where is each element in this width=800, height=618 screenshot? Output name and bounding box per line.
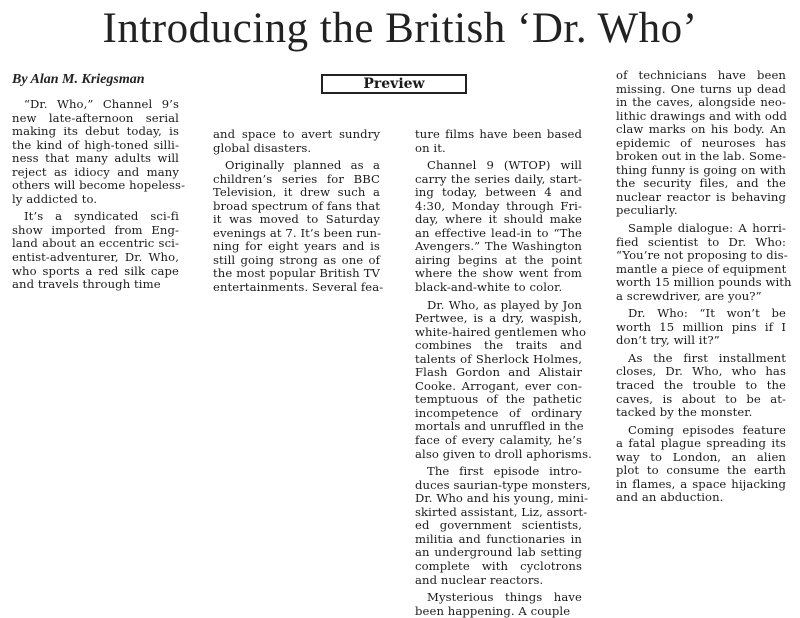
text-line: ing today, between 4 and bbox=[415, 185, 582, 200]
text-line: a fatal plague spreading its bbox=[616, 436, 786, 451]
paragraph bbox=[12, 210, 179, 291]
text-line: temptuous of the pathetic bbox=[415, 392, 582, 407]
text-line: Dr. Who and his young, mini- bbox=[415, 491, 589, 506]
text-line: ture films have been based bbox=[415, 127, 582, 141]
text-line: combines the traits and bbox=[415, 338, 582, 353]
text-line: claw marks on his body. An bbox=[616, 122, 786, 137]
text-line: carry the series daily, start- bbox=[415, 171, 582, 186]
text-line: global disasters. bbox=[213, 140, 312, 155]
text-line: Mysterious things have bbox=[427, 590, 582, 605]
text-line: it was moved to Saturday bbox=[213, 212, 380, 227]
text-line: on it. bbox=[415, 140, 446, 155]
text-line: Coming episodes feature bbox=[628, 422, 786, 437]
text-line: broken out in the lab. Some- bbox=[616, 149, 787, 164]
text-line: “Dr. Who,” Channel 9’s bbox=[24, 97, 179, 111]
text-line: “You’re not proposing to dis- bbox=[616, 248, 788, 263]
text-line: in the caves, alongside neo- bbox=[616, 95, 786, 110]
text-line: complete with cyclotrons bbox=[415, 558, 582, 573]
text-line: black-and-white to color. bbox=[415, 280, 563, 295]
text-line: Flash Gordon and Alistair bbox=[415, 365, 582, 380]
text-line: Originally planned as a bbox=[225, 158, 380, 173]
text-line: white-haired gentlemen who bbox=[415, 324, 587, 339]
text-line: mortals and unruffled in the bbox=[415, 419, 584, 434]
text-line: Pertwee, is a dry, waspish, bbox=[415, 311, 582, 326]
paragraph bbox=[415, 591, 582, 618]
text-line: militia and functionaries in bbox=[415, 531, 582, 546]
paragraph bbox=[616, 221, 792, 303]
text-line: epidemic of neuroses has bbox=[616, 135, 786, 150]
text-line: Channel 9 (WTOP) will bbox=[427, 158, 582, 173]
text-line: nuclear reactor is behaving bbox=[616, 189, 786, 204]
headline: Introducing the British ‘Dr. Who’ bbox=[102, 5, 698, 52]
paragraph bbox=[415, 159, 582, 294]
text-line: skirted assistant, Liz, assort- bbox=[415, 504, 588, 519]
text-line: where the show went from bbox=[415, 266, 582, 281]
text-line: an underground lab setting bbox=[415, 545, 582, 560]
text-line: making its debut today, is bbox=[12, 124, 179, 139]
text-line: the security files, and the bbox=[616, 176, 786, 191]
text-line: Avengers.” The Washington bbox=[415, 239, 582, 254]
text-line: worth 15 million pins if I bbox=[616, 319, 786, 334]
paragraph bbox=[12, 97, 186, 206]
text-line: a screwdriver, are you?” bbox=[616, 288, 762, 303]
text-line: traced the trouble to the bbox=[616, 378, 786, 393]
text-line: others will become hopeless- bbox=[12, 178, 186, 193]
column-4 bbox=[616, 68, 792, 505]
text-line: mantle a piece of equipment bbox=[616, 261, 787, 276]
text-line: ning for eight years and is bbox=[213, 239, 380, 254]
text-line: missing. One turns up dead bbox=[616, 81, 786, 96]
text-line: and space to avert sundry bbox=[213, 127, 380, 141]
text-line: Cooke. Arrogant, ever con- bbox=[415, 378, 582, 393]
text-line: entist-adventurer, Dr. Who, bbox=[12, 250, 179, 265]
text-line: been happening. A couple bbox=[415, 603, 571, 618]
text-line: closes, Dr. Who, who has bbox=[616, 364, 786, 379]
text-line: thing funny is going on with bbox=[616, 162, 786, 177]
text-line: broad spectrum of fans that bbox=[213, 198, 380, 213]
text-line: ly addicted to. bbox=[12, 191, 98, 206]
text-line: also given to droll aphorisms. bbox=[415, 446, 592, 461]
text-line: It’s a syndicated sci-fi bbox=[24, 209, 179, 224]
text-line: land about an eccentric sci- bbox=[12, 236, 179, 251]
text-line: The first episode intro- bbox=[427, 464, 582, 479]
text-line: worth 15 million pounds with bbox=[616, 275, 792, 290]
text-line: Television, it drew such a bbox=[213, 185, 380, 200]
text-line: and an abduction. bbox=[616, 490, 724, 505]
text-line: Sample dialogue: A horri- bbox=[628, 221, 786, 236]
paragraph bbox=[415, 297, 592, 462]
section-label-preview: Preview bbox=[321, 74, 467, 94]
text-line: new late-afternoon serial bbox=[12, 110, 179, 125]
text-line: plot to consume the earth bbox=[616, 463, 786, 478]
text-line: 4:30, Monday through Fri- bbox=[415, 198, 582, 213]
text-line: show imported from Eng- bbox=[12, 222, 179, 237]
text-line: an effective lead-in to “The bbox=[415, 225, 582, 240]
column-2 bbox=[213, 127, 384, 295]
text-line: talents of Sherlock Holmes, bbox=[415, 351, 582, 366]
column-1 bbox=[12, 97, 186, 292]
paragraph bbox=[213, 158, 384, 295]
text-line: tacked by the monster. bbox=[616, 405, 753, 420]
text-line: As the first installment bbox=[628, 350, 786, 365]
text-line: Dr. Who, as played by Jon bbox=[427, 297, 582, 312]
text-line: caves, is about to be at- bbox=[616, 391, 786, 406]
text-line: peculiarly. bbox=[616, 203, 678, 218]
text-line: the kind of high-toned silli- bbox=[12, 137, 179, 152]
text-line: ness that many adults will bbox=[12, 151, 179, 166]
text-line: in flames, a space hijacking bbox=[616, 476, 786, 491]
byline: By Alan M. Kriegsman bbox=[12, 72, 145, 87]
text-line: the most popular British TV bbox=[213, 266, 380, 281]
paragraph bbox=[616, 69, 786, 218]
text-line: entertainments. Several fea- bbox=[213, 280, 384, 295]
text-line: way to London, an alien bbox=[616, 449, 786, 464]
text-line: still going strong as one of bbox=[213, 252, 380, 267]
text-line: and travels through time bbox=[12, 277, 161, 292]
text-line: reject as idiocy and many bbox=[12, 164, 179, 179]
text-line: evenings at 7. It’s been run- bbox=[213, 225, 382, 240]
text-line: day, where it should make bbox=[415, 212, 582, 227]
paragraph bbox=[213, 128, 380, 155]
text-line: fied scientist to Dr. Who: bbox=[616, 234, 786, 249]
text-line: incompetence of ordinary bbox=[415, 405, 582, 420]
text-line: face of every calamity, he’s bbox=[415, 433, 582, 448]
column-3 bbox=[415, 127, 592, 618]
text-line: don’t try, will it?” bbox=[616, 333, 720, 348]
paragraph bbox=[616, 352, 786, 420]
text-line: Dr. Who: “It won’t be bbox=[628, 306, 786, 321]
paragraph bbox=[616, 307, 786, 348]
text-line: who sports a red silk cape bbox=[12, 263, 179, 278]
text-line: duces saurian-type monsters, bbox=[415, 477, 591, 492]
paragraph bbox=[616, 424, 786, 505]
text-line: airing begins at the point bbox=[415, 252, 582, 267]
text-line: of technicians have been bbox=[616, 68, 786, 82]
text-line: children’s series for BBC bbox=[213, 171, 380, 186]
text-line: lithic drawings and with odd bbox=[616, 108, 788, 123]
paragraph bbox=[415, 464, 591, 587]
text-line: ed government scientists, bbox=[415, 518, 582, 533]
text-line: and nuclear reactors. bbox=[415, 572, 544, 587]
paragraph bbox=[415, 128, 582, 155]
